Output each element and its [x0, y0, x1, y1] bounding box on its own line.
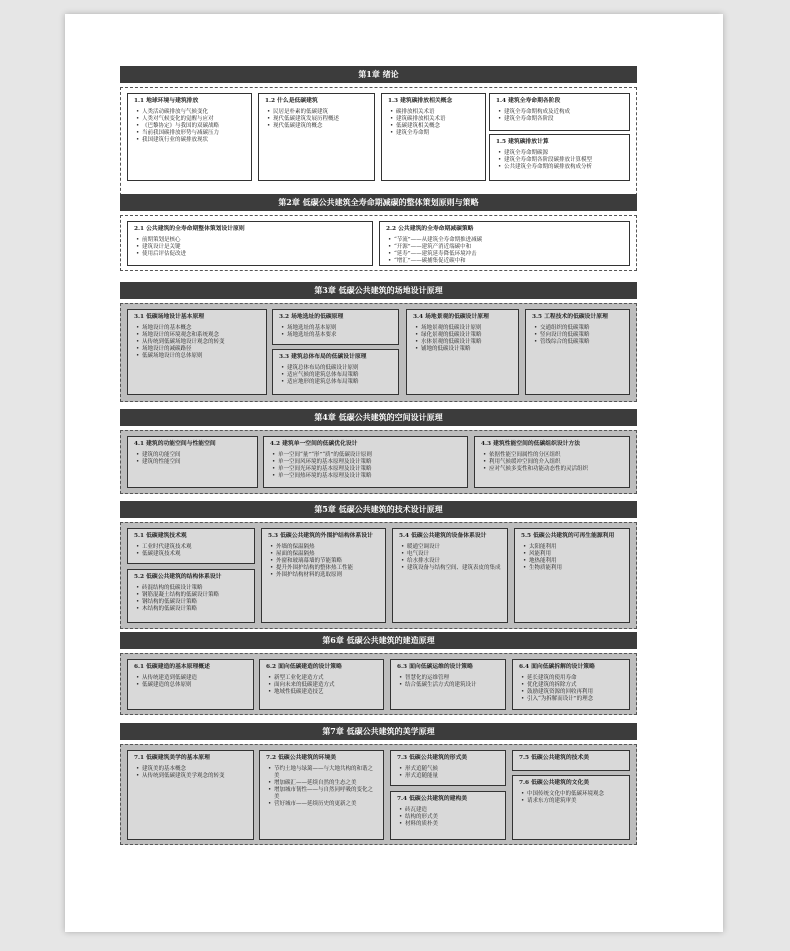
chapter-7 — [120, 723, 637, 845]
list-item: • 增加城市韧性——与自然同呼吸的变化之美 — [274, 787, 377, 801]
section-title: 1.4 建筑全寿命期各阶段 — [496, 98, 561, 104]
list-item: • 建筑设计是关键 — [142, 244, 366, 251]
section-title: 4.1 建筑的功能空间与性能空间 — [134, 441, 216, 447]
list-item: • 我国建筑行业的碳排放现状 — [142, 137, 245, 144]
list-item: • 铺地的低碳设计策略 — [421, 346, 512, 353]
section-title: 5.4 低碳公共建筑的设备体系设计 — [399, 533, 487, 539]
section-title: 1.2 什么是低碳建筑 — [265, 98, 318, 104]
list-item: • 从传统到低碳场地设计观念的转变 — [142, 339, 260, 346]
section-box — [127, 569, 255, 623]
section-title: 7.5 低碳公共建筑的技术美 — [519, 755, 590, 761]
list-item: • 暖通空调设计 — [407, 544, 501, 551]
list-item: • 应对气候多变性和功能动态性的灵活组织 — [489, 466, 623, 473]
section-box — [512, 750, 630, 771]
list-item: • 地域性低碳建造技艺 — [274, 689, 377, 696]
section-title: 1.5 建筑碳排放计算 — [496, 139, 549, 145]
list-item: • 低碳建筑相关概念 — [396, 123, 479, 130]
section-title: 6.2 面向低碳建造的设计策略 — [266, 664, 342, 670]
section-title: 5.5 低碳公共建筑的可再生能源利用 — [521, 533, 615, 539]
section-title: 6.3 面向低碳运维的设计策略 — [397, 664, 473, 670]
list-item: • 单一空间“量”“形”“质”的低碳设计原则 — [278, 452, 461, 459]
list-item: • 前期策划是核心 — [142, 237, 366, 244]
list-item: • 场地设计的减碳路径 — [142, 346, 260, 353]
list-item: • 现代低碳建筑发展历程概述 — [273, 116, 368, 123]
section-title: 5.2 低碳公共建筑的结构体系设计 — [134, 574, 222, 580]
list-item: • 屋面的保温隔热 — [276, 551, 379, 558]
list-item: • 外墙的保温隔热 — [276, 544, 379, 551]
list-item: • 单一空间风环境的基本原理及设计策略 — [278, 459, 461, 466]
list-item: • 风能利用 — [529, 551, 623, 558]
section-box — [489, 134, 630, 181]
section-box — [272, 349, 399, 395]
section-title: 4.2 建筑单一空间的低碳优化设计 — [270, 441, 358, 447]
section-box — [127, 221, 373, 266]
list-item: • 民居是朴素的低碳建筑 — [273, 109, 368, 116]
list-item: • “节流”——从建筑全寿命期推进减碳 — [394, 237, 623, 244]
section-box — [525, 309, 630, 395]
chapter-2 — [120, 194, 637, 271]
list-item: • 增加碳汇——延续自然的生态之美 — [274, 780, 377, 787]
chapter-1 — [120, 66, 637, 206]
chapter-body — [120, 653, 637, 715]
section-box — [127, 436, 258, 488]
chapter-title: 第5章 低碳公共建筑的技术设计原理 — [120, 501, 637, 518]
list-item: • 钢结构的低碳设计策略 — [142, 599, 248, 606]
section-box — [127, 528, 255, 564]
chapter-title: 第4章 低碳公共建筑的空间设计原理 — [120, 409, 637, 426]
section-box — [474, 436, 630, 488]
section-box — [381, 93, 486, 181]
chapter-5 — [120, 501, 637, 629]
chapter-body — [120, 522, 637, 629]
list-item: • 现代低碳建筑的概念 — [273, 123, 368, 130]
list-item: • 钢筋混凝土结构的低碳设计策略 — [142, 592, 248, 599]
section-title: 3.1 低碳场地设计基本原理 — [134, 314, 205, 320]
section-title: 7.4 低碳公共建筑的建构美 — [397, 796, 468, 802]
chapter-title: 第6章 低碳公共建筑的建造原理 — [120, 632, 637, 649]
list-item: • 适应气候的建筑总体布局策略 — [287, 372, 392, 379]
section-box — [263, 436, 468, 488]
section-box — [272, 309, 399, 345]
list-item: • 场地设计的环境观念和系统观念 — [142, 332, 260, 339]
list-item: • 绿化景观的低碳设计策略 — [421, 332, 512, 339]
section-box — [390, 750, 506, 786]
section-box — [379, 221, 630, 266]
list-item: • 请求东方的建筑审美 — [527, 798, 623, 805]
section-box — [258, 93, 375, 181]
chapter-body — [120, 303, 637, 402]
list-item: • 竖向设计的低碳策略 — [540, 332, 623, 339]
section-title: 7.6 低碳公共建筑的文化美 — [519, 780, 590, 786]
list-item: • 低碳建造的总体原则 — [142, 682, 247, 689]
chapter-body — [120, 87, 637, 206]
list-item: • 引入“为拆解而设计”的理念 — [527, 696, 623, 703]
list-item: • 建筑全寿命期各阶段碳排放计算模型 — [504, 157, 623, 164]
chapter-title: 第7章 低碳公共建筑的美学原理 — [120, 723, 637, 740]
section-box — [259, 659, 384, 710]
chapter-body — [120, 430, 637, 494]
list-item: • 场地选址的基本原则 — [287, 325, 392, 332]
list-item: • 给水排水设计 — [407, 558, 501, 565]
section-title: 3.5 工程技术的低碳设计原理 — [532, 314, 608, 320]
list-item: • 建筑设备与结构空间、建筑表皮的集成 — [407, 565, 501, 572]
list-item: • 结合低碳生活方式的建筑设计 — [405, 682, 499, 689]
list-item: • “延寿”——建筑延寿降低环境冲击 — [394, 251, 623, 258]
list-item: • 建筑全寿命期构成及近构成 — [504, 109, 623, 116]
list-item: • 当前我国碳排放形势与减碳压力 — [142, 130, 245, 137]
section-title: 4.3 建筑性能空间的低碳组织设计方法 — [481, 441, 581, 447]
list-item: • 适应地形的建筑总体布局策略 — [287, 379, 392, 386]
list-item: • 建筑的功能空间 — [142, 452, 251, 459]
list-item: • 砖瓦建造 — [405, 807, 499, 814]
list-item: • 单一空间热环境的基本原理及设计策略 — [278, 473, 461, 480]
chapter-4 — [120, 409, 637, 494]
section-box — [390, 791, 506, 840]
section-box — [127, 93, 252, 181]
list-item: • 低碳场地设计的总体原则 — [142, 353, 260, 360]
list-item: • 人类活动碳排放与气候变化 — [142, 109, 245, 116]
list-item: • 外围护结构材料的选取原则 — [276, 572, 379, 579]
list-item: • 场地选址的基本要求 — [287, 332, 392, 339]
section-title: 5.1 低碳建筑技术观 — [134, 533, 187, 539]
section-box — [127, 659, 254, 710]
section-title: 6.1 低碳建造的基本原理概述 — [134, 664, 210, 670]
section-title: 2.1 公共建筑的全寿命期整体策划设计原则 — [134, 226, 245, 232]
list-item: • 碳排放相关术语 — [396, 109, 479, 116]
list-item: • “增汇”——碳捕集促近碳中和 — [394, 258, 623, 265]
section-box — [512, 659, 630, 710]
section-box — [406, 309, 519, 395]
list-item: • 鼓励建筑资源的回收再利用 — [527, 689, 623, 696]
section-title: 6.4 面向低碳拆解的设计策略 — [519, 664, 595, 670]
list-item: • 材料的质朴美 — [405, 821, 499, 828]
section-title: 5.3 低碳公共建筑的外围护结构体系设计 — [268, 533, 373, 539]
list-item: • 场地景观的低碳设计原则 — [421, 325, 512, 332]
list-item: • 交通组织的低碳策略 — [540, 325, 623, 332]
chapter-title: 第3章 低碳公共建筑的场地设计原理 — [120, 282, 637, 299]
list-item: • 工业时代建筑技术观 — [142, 544, 248, 551]
list-item: • 节约土地与绿篱——与大地共构的和谐之美 — [274, 766, 377, 780]
list-item: • 单一空间光环境的基本原理及设计策略 — [278, 466, 461, 473]
section-box — [489, 93, 630, 131]
list-item: • 太阳能利用 — [529, 544, 623, 551]
list-item: • 利用气候缓冲空间的介入组织 — [489, 459, 623, 466]
list-item: • 生物质能利用 — [529, 565, 623, 572]
list-item: • 建筑美的基本概念 — [142, 766, 247, 773]
list-item: • 形式追随气候 — [405, 766, 499, 773]
list-item: • 电气设计 — [407, 551, 501, 558]
section-box — [514, 528, 630, 623]
list-item: • 建筑全寿命期各阶段 — [504, 116, 623, 123]
section-title: 1.3 建筑碳排放相关概念 — [388, 98, 453, 104]
section-box — [261, 528, 386, 623]
section-box — [127, 750, 254, 840]
section-box — [259, 750, 384, 840]
chapter-title: 第1章 绪论 — [120, 66, 637, 83]
section-box — [390, 659, 506, 710]
list-item: • 水体景观的低碳设计策略 — [421, 339, 512, 346]
list-item: • 从传统到低碳建筑美学观念的转变 — [142, 773, 247, 780]
list-item: • “开源”——建筑产消近端碳中和 — [394, 244, 623, 251]
list-item: • 建筑总体布局的低碳设计原则 — [287, 365, 392, 372]
list-item: • 依据性能空间属性的分区组织 — [489, 452, 623, 459]
list-item: • 场地设计的基本概念 — [142, 325, 260, 332]
list-item: • 建筑碳排放相关术语 — [396, 116, 479, 123]
section-title: 1.1 地球环境与建筑排放 — [134, 98, 199, 104]
list-item: • 建筑全寿命期碳源 — [504, 150, 623, 157]
list-item: • 中国传统文化中的低碳环境观念 — [527, 791, 623, 798]
list-item: • 地热能利用 — [529, 558, 623, 565]
list-item: • 营好城市——延续历史的更新之美 — [274, 801, 377, 808]
section-box — [127, 309, 267, 395]
section-title: 3.4 场地景观的低碳设计原理 — [413, 314, 489, 320]
list-item: • 管线综合的低碳策略 — [540, 339, 623, 346]
section-title: 7.3 低碳公共建筑的形式美 — [397, 755, 468, 761]
section-title: 7.2 低碳公共建筑的环境美 — [266, 755, 337, 761]
chapter-3 — [120, 282, 637, 402]
list-item: • 公共建筑全寿命期的碳排放构成分析 — [504, 164, 623, 171]
list-item: • 提升外围护结构的整体热工性能 — [276, 565, 379, 572]
list-item: • 低碳建筑技术观 — [142, 551, 248, 558]
list-item: • 使用后评估促改进 — [142, 251, 366, 258]
list-item: • 外窗和玻璃幕墙的节能策略 — [276, 558, 379, 565]
list-item: • 形式追随能量 — [405, 773, 499, 780]
list-item: • 建筑全寿命期 — [396, 130, 479, 137]
list-item: • 新型工业化建造方式 — [274, 675, 377, 682]
section-title: 2.2 公共建筑的全寿命期减碳策略 — [386, 226, 474, 232]
chapter-body — [120, 744, 637, 845]
section-title: 3.2 场地选址的低碳原理 — [279, 314, 344, 320]
chapter-6 — [120, 632, 637, 715]
section-box — [392, 528, 508, 623]
list-item: • 面向未来的低碳建造方式 — [274, 682, 377, 689]
list-item: • 延长建筑的使用寿命 — [527, 675, 623, 682]
section-title: 3.3 建筑总体布局的低碳设计原理 — [279, 354, 367, 360]
list-item: • 《巴黎协定》与我国的双碳战略 — [142, 123, 245, 130]
chapter-title: 第2章 低碳公共建筑全寿命期减碳的整体策划原则与策略 — [120, 194, 637, 211]
list-item: • 智慧化的运维管理 — [405, 675, 499, 682]
list-item: • 砖混结构的低碳设计策略 — [142, 585, 248, 592]
list-item: • 结构的形式美 — [405, 814, 499, 821]
list-item: • 优化建筑的拆除方式 — [527, 682, 623, 689]
list-item: • 人类对气候变化的觉醒与应对 — [142, 116, 245, 123]
list-item: • 建筑的性能空间 — [142, 459, 251, 466]
list-item: • 从传统建造到低碳建造 — [142, 675, 247, 682]
list-item: • 木结构的低碳设计策略 — [142, 606, 248, 613]
section-title: 7.1 低碳建筑美学的基本原理 — [134, 755, 210, 761]
section-box — [512, 775, 630, 840]
chapter-body — [120, 215, 637, 271]
